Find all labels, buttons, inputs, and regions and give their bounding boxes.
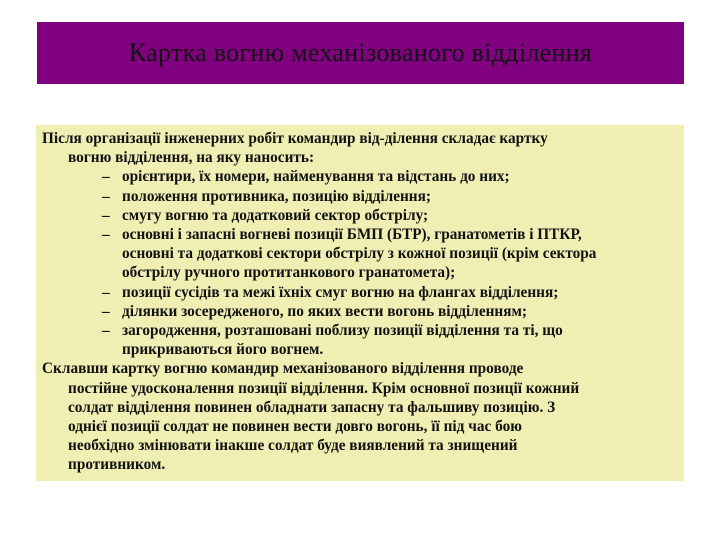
bullet-text: позиції сусідів та межі їхніх смуг вогню на флангах відділення;: [122, 283, 559, 301]
bullet-item: [42, 321, 682, 359]
paragraph-line: Склавши картку вогню командир механізованого відділення проводе: [42, 360, 524, 378]
bullet-line: [42, 225, 682, 244]
bullet-text: смугу вогню та додатковий сектор обстрілу;: [122, 206, 429, 224]
paragraph-line: солдат відділення повинен обладнати запасну та фальшиву позицію. З: [68, 398, 556, 416]
bullet-text: загородження, розташовані поблизу позиції відділення та ті, що: [122, 322, 563, 340]
bullet-line: [42, 187, 682, 206]
paragraph: [42, 129, 682, 167]
bullet-dash-icon: –: [102, 302, 110, 320]
bullet-text: положення противника, позицію відділення;: [122, 187, 431, 205]
bullet-dash-icon: –: [102, 283, 110, 301]
bullet-item: [42, 187, 682, 206]
bullet-line: прикриваються його вогнем.: [122, 341, 324, 359]
slide-title: Картка вогню механізованого відділення: [128, 38, 593, 67]
bullet-item: [42, 167, 682, 186]
paragraph: [42, 359, 682, 474]
paragraph-line: Після організації інженерних робіт командир від-ділення складає картку: [42, 130, 548, 147]
bullet-item: [42, 225, 682, 283]
bullet-dash-icon: –: [102, 206, 110, 224]
bullet-line: [42, 302, 682, 321]
bullet-dash-icon: –: [102, 322, 110, 340]
bullet-item: [42, 302, 682, 321]
paragraph-line: постійне удосконалення позиції відділення. Крім основної позиції кожний: [68, 379, 580, 397]
bullet-text: основні і запасні вогневі позиції БМП (БТР), гранатометів і ПТКР,: [122, 226, 582, 244]
bullet-dash-icon: –: [102, 168, 110, 186]
title-banner: [37, 22, 684, 84]
bullet-line: [42, 167, 682, 186]
bullet-text: орієнтири, їх номери, найменування та відстань до них;: [122, 168, 510, 186]
body-text: [42, 129, 682, 475]
paragraph-line: противником.: [68, 456, 166, 474]
paragraph-line: однієї позиції солдат не повинен вести довго вогонь, її під час бою: [68, 418, 522, 436]
bullet-line: обстрілу ручного протитанкового гранатомета);: [122, 264, 456, 282]
bullet-item: [42, 283, 682, 302]
paragraph-line: необхідно змінювати інакше солдат буде виявлений та знищений: [68, 437, 518, 455]
bullet-line: основні та додаткові сектори обстрілу з кожної позиції (крім сектора: [122, 245, 597, 263]
bullet-line: [42, 206, 682, 225]
bullet-line: [42, 321, 682, 340]
bullet-dash-icon: –: [102, 187, 110, 205]
content-box: [36, 125, 684, 481]
bullet-line: [42, 283, 682, 302]
bullet-text: ділянки зосередженого, по яких вести вогонь відділенням;: [122, 302, 528, 320]
bullet-item: [42, 206, 682, 225]
bullet-dash-icon: –: [102, 226, 110, 244]
paragraph-line: вогню відділення, на яку наносить:: [68, 149, 315, 167]
